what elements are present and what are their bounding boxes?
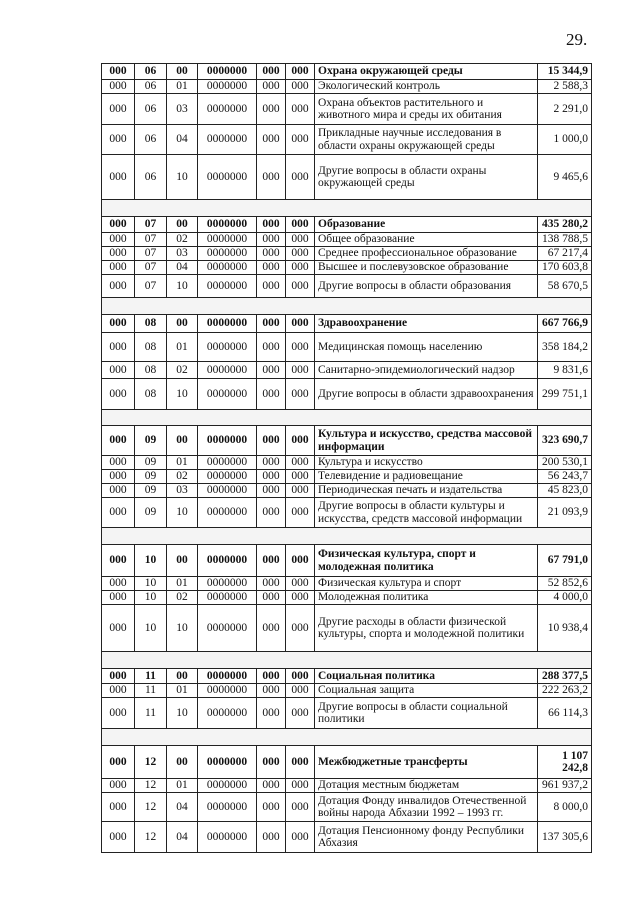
subsection-code-cell: 04 — [167, 793, 198, 822]
expense-name-cell: Высшее и послевузовское образование — [315, 261, 538, 275]
section-total-row — [102, 217, 592, 233]
section-code-cell: 09 — [135, 498, 167, 528]
spacer-cell — [102, 410, 592, 426]
expense-name-cell: Другие вопросы в области образования — [315, 275, 538, 298]
section-code-cell: 09 — [135, 470, 167, 484]
section-code-cell: 12 — [135, 822, 167, 853]
expense-type-cell: 000 — [257, 669, 286, 684]
expense-name-cell: Другие вопросы в области культуры и искусства, средств массовой информации — [315, 498, 538, 528]
target-code-cell: 0000000 — [198, 261, 257, 275]
section-code-cell: 09 — [135, 484, 167, 498]
target-code-cell: 0000000 — [198, 64, 257, 80]
admin-code-cell: 000 — [102, 545, 135, 577]
target-code-cell: 0000000 — [198, 155, 257, 200]
table-row — [102, 577, 592, 591]
expense-type-cell: 000 — [257, 217, 286, 233]
subsection-code-cell: 00 — [167, 64, 198, 80]
amount-cell: 45 823,0 — [538, 484, 592, 498]
spacer-cell — [102, 298, 592, 315]
kosgu-code-cell: 000 — [286, 605, 315, 652]
section-code-cell: 06 — [135, 155, 167, 200]
spacer-cell — [102, 200, 592, 217]
expense-name-cell: Физическая культура, спорт и молодежная политика — [315, 545, 538, 577]
kosgu-code-cell: 000 — [286, 822, 315, 853]
admin-code-cell: 000 — [102, 484, 135, 498]
section-code-cell: 07 — [135, 261, 167, 275]
subsection-code-cell: 00 — [167, 746, 198, 779]
expense-name-cell: Межбюджетные трансферты — [315, 746, 538, 779]
admin-code-cell: 000 — [102, 261, 135, 275]
expense-name-cell: Дотация местным бюджетам — [315, 779, 538, 793]
section-code-cell: 08 — [135, 362, 167, 379]
subsection-code-cell: 10 — [167, 698, 198, 729]
expense-type-cell: 000 — [257, 684, 286, 698]
expense-name-cell: Санитарно-эпидемиологический надзор — [315, 362, 538, 379]
amount-cell: 288 377,5 — [538, 669, 592, 684]
expense-type-cell: 000 — [257, 470, 286, 484]
expense-type-cell: 000 — [257, 698, 286, 729]
spacer-cell — [102, 652, 592, 669]
expense-name-cell: Образование — [315, 217, 538, 233]
kosgu-code-cell: 000 — [286, 426, 315, 456]
expense-name-cell: Молодежная политика — [315, 591, 538, 605]
target-code-cell: 0000000 — [198, 333, 257, 362]
amount-cell: 323 690,7 — [538, 426, 592, 456]
target-code-cell: 0000000 — [198, 80, 257, 94]
admin-code-cell: 000 — [102, 233, 135, 247]
kosgu-code-cell: 000 — [286, 155, 315, 200]
kosgu-code-cell: 000 — [286, 94, 315, 125]
expense-name-cell: Охрана окружающей среды — [315, 64, 538, 80]
target-code-cell: 0000000 — [198, 591, 257, 605]
kosgu-code-cell: 000 — [286, 793, 315, 822]
spacer-cell — [102, 729, 592, 746]
expense-name-cell: Общее образование — [315, 233, 538, 247]
subsection-code-cell: 03 — [167, 247, 198, 261]
subsection-code-cell: 03 — [167, 94, 198, 125]
expense-type-cell: 000 — [257, 591, 286, 605]
expense-type-cell: 000 — [257, 793, 286, 822]
expense-type-cell: 000 — [257, 64, 286, 80]
expense-type-cell: 000 — [257, 80, 286, 94]
subsection-code-cell: 10 — [167, 155, 198, 200]
section-code-cell: 10 — [135, 545, 167, 577]
expense-type-cell: 000 — [257, 315, 286, 333]
section-code-cell: 12 — [135, 746, 167, 779]
kosgu-code-cell: 000 — [286, 362, 315, 379]
section-code-cell: 10 — [135, 605, 167, 652]
section-code-cell: 08 — [135, 315, 167, 333]
amount-cell: 138 788,5 — [538, 233, 592, 247]
section-code-cell: 09 — [135, 456, 167, 470]
subsection-code-cell: 00 — [167, 669, 198, 684]
kosgu-code-cell: 000 — [286, 315, 315, 333]
target-code-cell: 0000000 — [198, 545, 257, 577]
expense-type-cell: 000 — [257, 822, 286, 853]
table-row — [102, 698, 592, 729]
expense-name-cell: Здравоохранение — [315, 315, 538, 333]
admin-code-cell: 000 — [102, 333, 135, 362]
table-row — [102, 94, 592, 125]
target-code-cell: 0000000 — [198, 456, 257, 470]
section-total-row — [102, 315, 592, 333]
table-row — [102, 498, 592, 528]
subsection-code-cell: 04 — [167, 125, 198, 155]
table-row — [102, 80, 592, 94]
section-code-cell: 07 — [135, 247, 167, 261]
expense-name-cell: Периодическая печать и издательства — [315, 484, 538, 498]
amount-cell: 8 000,0 — [538, 793, 592, 822]
kosgu-code-cell: 000 — [286, 669, 315, 684]
section-code-cell: 11 — [135, 669, 167, 684]
admin-code-cell: 000 — [102, 247, 135, 261]
admin-code-cell: 000 — [102, 155, 135, 200]
table-row — [102, 684, 592, 698]
subsection-code-cell: 01 — [167, 80, 198, 94]
amount-cell: 67 217,4 — [538, 247, 592, 261]
expense-type-cell: 000 — [257, 362, 286, 379]
expense-type-cell: 000 — [257, 456, 286, 470]
expense-name-cell: Экологический контроль — [315, 80, 538, 94]
amount-cell: 299 751,1 — [538, 379, 592, 410]
expense-type-cell: 000 — [257, 379, 286, 410]
subsection-code-cell: 00 — [167, 545, 198, 577]
section-code-cell: 12 — [135, 793, 167, 822]
subsection-code-cell: 10 — [167, 379, 198, 410]
section-total-row — [102, 426, 592, 456]
spacer-row — [102, 652, 592, 669]
expense-name-cell: Медицинская помощь населению — [315, 333, 538, 362]
admin-code-cell: 000 — [102, 577, 135, 591]
target-code-cell: 0000000 — [198, 698, 257, 729]
page-number: 29. — [566, 30, 588, 49]
expense-type-cell: 000 — [257, 247, 286, 261]
section-code-cell: 11 — [135, 698, 167, 729]
expense-name-cell: Другие вопросы в области охраны окружающей среды — [315, 155, 538, 200]
kosgu-code-cell: 000 — [286, 217, 315, 233]
target-code-cell: 0000000 — [198, 822, 257, 853]
amount-cell: 10 938,4 — [538, 605, 592, 652]
subsection-code-cell: 10 — [167, 605, 198, 652]
amount-cell: 137 305,6 — [538, 822, 592, 853]
amount-cell: 56 243,7 — [538, 470, 592, 484]
kosgu-code-cell: 000 — [286, 545, 315, 577]
subsection-code-cell: 01 — [167, 333, 198, 362]
admin-code-cell: 000 — [102, 456, 135, 470]
expense-name-cell: Другие расходы в области физической культуры, спорта и молодежной политики — [315, 605, 538, 652]
spacer-row — [102, 528, 592, 545]
expense-type-cell: 000 — [257, 545, 286, 577]
kosgu-code-cell: 000 — [286, 64, 315, 80]
subsection-code-cell: 01 — [167, 577, 198, 591]
amount-cell: 9 831,6 — [538, 362, 592, 379]
table-row — [102, 155, 592, 200]
expense-type-cell: 000 — [257, 233, 286, 247]
subsection-code-cell: 01 — [167, 684, 198, 698]
amount-cell: 15 344,9 — [538, 64, 592, 80]
expense-type-cell: 000 — [257, 779, 286, 793]
section-total-row — [102, 545, 592, 577]
kosgu-code-cell: 000 — [286, 484, 315, 498]
kosgu-code-cell: 000 — [286, 233, 315, 247]
section-code-cell: 06 — [135, 80, 167, 94]
subsection-code-cell: 02 — [167, 470, 198, 484]
section-code-cell: 07 — [135, 275, 167, 298]
expense-name-cell: Культура и искусство, средства массовой информации — [315, 426, 538, 456]
amount-cell: 435 280,2 — [538, 217, 592, 233]
expense-name-cell: Дотация Пенсионному фонду Республики Абхазия — [315, 822, 538, 853]
kosgu-code-cell: 000 — [286, 591, 315, 605]
expense-name-cell: Социальная защита — [315, 684, 538, 698]
table-row — [102, 275, 592, 298]
table-row — [102, 125, 592, 155]
spacer-row — [102, 410, 592, 426]
target-code-cell: 0000000 — [198, 217, 257, 233]
section-code-cell: 08 — [135, 333, 167, 362]
amount-cell: 2 588,3 — [538, 80, 592, 94]
target-code-cell: 0000000 — [198, 779, 257, 793]
expense-type-cell: 000 — [257, 746, 286, 779]
subsection-code-cell: 10 — [167, 275, 198, 298]
target-code-cell: 0000000 — [198, 470, 257, 484]
amount-cell: 58 670,5 — [538, 275, 592, 298]
section-code-cell: 09 — [135, 426, 167, 456]
table-row — [102, 261, 592, 275]
expense-name-cell: Социальная политика — [315, 669, 538, 684]
subsection-code-cell: 02 — [167, 591, 198, 605]
amount-cell: 21 093,9 — [538, 498, 592, 528]
subsection-code-cell: 00 — [167, 315, 198, 333]
amount-cell: 961 937,2 — [538, 779, 592, 793]
table-row — [102, 822, 592, 853]
expense-type-cell: 000 — [257, 125, 286, 155]
subsection-code-cell: 02 — [167, 233, 198, 247]
amount-cell: 9 465,6 — [538, 155, 592, 200]
section-code-cell: 08 — [135, 379, 167, 410]
subsection-code-cell: 10 — [167, 498, 198, 528]
kosgu-code-cell: 000 — [286, 470, 315, 484]
subsection-code-cell: 03 — [167, 484, 198, 498]
kosgu-code-cell: 000 — [286, 247, 315, 261]
table-row — [102, 379, 592, 410]
kosgu-code-cell: 000 — [286, 698, 315, 729]
target-code-cell: 0000000 — [198, 793, 257, 822]
admin-code-cell: 000 — [102, 94, 135, 125]
kosgu-code-cell: 000 — [286, 379, 315, 410]
amount-cell: 222 263,2 — [538, 684, 592, 698]
amount-cell: 66 114,3 — [538, 698, 592, 729]
target-code-cell: 0000000 — [198, 275, 257, 298]
admin-code-cell: 000 — [102, 470, 135, 484]
target-code-cell: 0000000 — [198, 605, 257, 652]
table-body — [102, 64, 592, 853]
table-row — [102, 793, 592, 822]
spacer-cell — [102, 528, 592, 545]
kosgu-code-cell: 000 — [286, 275, 315, 298]
target-code-cell: 0000000 — [198, 426, 257, 456]
target-code-cell: 0000000 — [198, 746, 257, 779]
section-total-row — [102, 746, 592, 779]
table-row — [102, 333, 592, 362]
section-code-cell: 12 — [135, 779, 167, 793]
table-row — [102, 233, 592, 247]
kosgu-code-cell: 000 — [286, 577, 315, 591]
expense-type-cell: 000 — [257, 275, 286, 298]
expense-name-cell: Охрана объектов растительного и животного мира и среды их обитания — [315, 94, 538, 125]
expense-type-cell: 000 — [257, 577, 286, 591]
target-code-cell: 0000000 — [198, 379, 257, 410]
kosgu-code-cell: 000 — [286, 333, 315, 362]
table-row — [102, 591, 592, 605]
expense-type-cell: 000 — [257, 426, 286, 456]
section-code-cell: 10 — [135, 577, 167, 591]
admin-code-cell: 000 — [102, 498, 135, 528]
amount-cell: 1 107 242,8 — [538, 746, 592, 779]
subsection-code-cell: 02 — [167, 362, 198, 379]
amount-cell: 358 184,2 — [538, 333, 592, 362]
expense-type-cell: 000 — [257, 94, 286, 125]
target-code-cell: 0000000 — [198, 684, 257, 698]
spacer-row — [102, 200, 592, 217]
admin-code-cell: 000 — [102, 605, 135, 652]
table-row — [102, 605, 592, 652]
target-code-cell: 0000000 — [198, 247, 257, 261]
section-code-cell: 11 — [135, 684, 167, 698]
expense-name-cell: Другие вопросы в области социальной политики — [315, 698, 538, 729]
admin-code-cell: 000 — [102, 779, 135, 793]
expense-name-cell: Другие вопросы в области здравоохранения — [315, 379, 538, 410]
target-code-cell: 0000000 — [198, 577, 257, 591]
kosgu-code-cell: 000 — [286, 125, 315, 155]
spacer-row — [102, 729, 592, 746]
subsection-code-cell: 01 — [167, 456, 198, 470]
amount-cell: 52 852,6 — [538, 577, 592, 591]
admin-code-cell: 000 — [102, 822, 135, 853]
table-row — [102, 456, 592, 470]
admin-code-cell: 000 — [102, 217, 135, 233]
subsection-code-cell: 01 — [167, 779, 198, 793]
spacer-row — [102, 298, 592, 315]
target-code-cell: 0000000 — [198, 94, 257, 125]
expense-type-cell: 000 — [257, 333, 286, 362]
amount-cell: 4 000,0 — [538, 591, 592, 605]
expense-type-cell: 000 — [257, 261, 286, 275]
admin-code-cell: 000 — [102, 669, 135, 684]
admin-code-cell: 000 — [102, 746, 135, 779]
table-row — [102, 484, 592, 498]
subsection-code-cell: 04 — [167, 822, 198, 853]
admin-code-cell: 000 — [102, 379, 135, 410]
section-total-row — [102, 64, 592, 80]
target-code-cell: 0000000 — [198, 362, 257, 379]
expense-type-cell: 000 — [257, 498, 286, 528]
kosgu-code-cell: 000 — [286, 80, 315, 94]
section-code-cell: 06 — [135, 125, 167, 155]
expense-name-cell: Физическая культура и спорт — [315, 577, 538, 591]
target-code-cell: 0000000 — [198, 669, 257, 684]
section-code-cell: 06 — [135, 94, 167, 125]
expense-name-cell: Среднее профессиональное образование — [315, 247, 538, 261]
expense-name-cell: Прикладные научные исследования в области охраны окружающей среды — [315, 125, 538, 155]
amount-cell: 2 291,0 — [538, 94, 592, 125]
target-code-cell: 0000000 — [198, 484, 257, 498]
amount-cell: 667 766,9 — [538, 315, 592, 333]
expense-name-cell: Телевидение и радиовещание — [315, 470, 538, 484]
admin-code-cell: 000 — [102, 80, 135, 94]
amount-cell: 1 000,0 — [538, 125, 592, 155]
admin-code-cell: 000 — [102, 793, 135, 822]
amount-cell: 170 603,8 — [538, 261, 592, 275]
kosgu-code-cell: 000 — [286, 779, 315, 793]
kosgu-code-cell: 000 — [286, 261, 315, 275]
admin-code-cell: 000 — [102, 315, 135, 333]
admin-code-cell: 000 — [102, 698, 135, 729]
expense-name-cell: Культура и искусство — [315, 456, 538, 470]
table-row — [102, 362, 592, 379]
section-code-cell: 07 — [135, 233, 167, 247]
target-code-cell: 0000000 — [198, 125, 257, 155]
target-code-cell: 0000000 — [198, 498, 257, 528]
budget-table — [101, 63, 592, 853]
admin-code-cell: 000 — [102, 591, 135, 605]
kosgu-code-cell: 000 — [286, 498, 315, 528]
expense-type-cell: 000 — [257, 605, 286, 652]
section-code-cell: 07 — [135, 217, 167, 233]
table-row — [102, 470, 592, 484]
table-row — [102, 247, 592, 261]
target-code-cell: 0000000 — [198, 315, 257, 333]
expense-type-cell: 000 — [257, 155, 286, 200]
kosgu-code-cell: 000 — [286, 456, 315, 470]
subsection-code-cell: 00 — [167, 217, 198, 233]
subsection-code-cell: 00 — [167, 426, 198, 456]
admin-code-cell: 000 — [102, 125, 135, 155]
section-code-cell: 10 — [135, 591, 167, 605]
kosgu-code-cell: 000 — [286, 684, 315, 698]
expense-name-cell: Дотация Фонду инвалидов Отечественной войны народа Абхазии 1992 – 1993 гг. — [315, 793, 538, 822]
amount-cell: 67 791,0 — [538, 545, 592, 577]
table-row — [102, 779, 592, 793]
subsection-code-cell: 04 — [167, 261, 198, 275]
amount-cell: 200 530,1 — [538, 456, 592, 470]
section-total-row — [102, 669, 592, 684]
target-code-cell: 0000000 — [198, 233, 257, 247]
admin-code-cell: 000 — [102, 684, 135, 698]
admin-code-cell: 000 — [102, 64, 135, 80]
admin-code-cell: 000 — [102, 275, 135, 298]
admin-code-cell: 000 — [102, 362, 135, 379]
admin-code-cell: 000 — [102, 426, 135, 456]
section-code-cell: 06 — [135, 64, 167, 80]
kosgu-code-cell: 000 — [286, 746, 315, 779]
expense-type-cell: 000 — [257, 484, 286, 498]
